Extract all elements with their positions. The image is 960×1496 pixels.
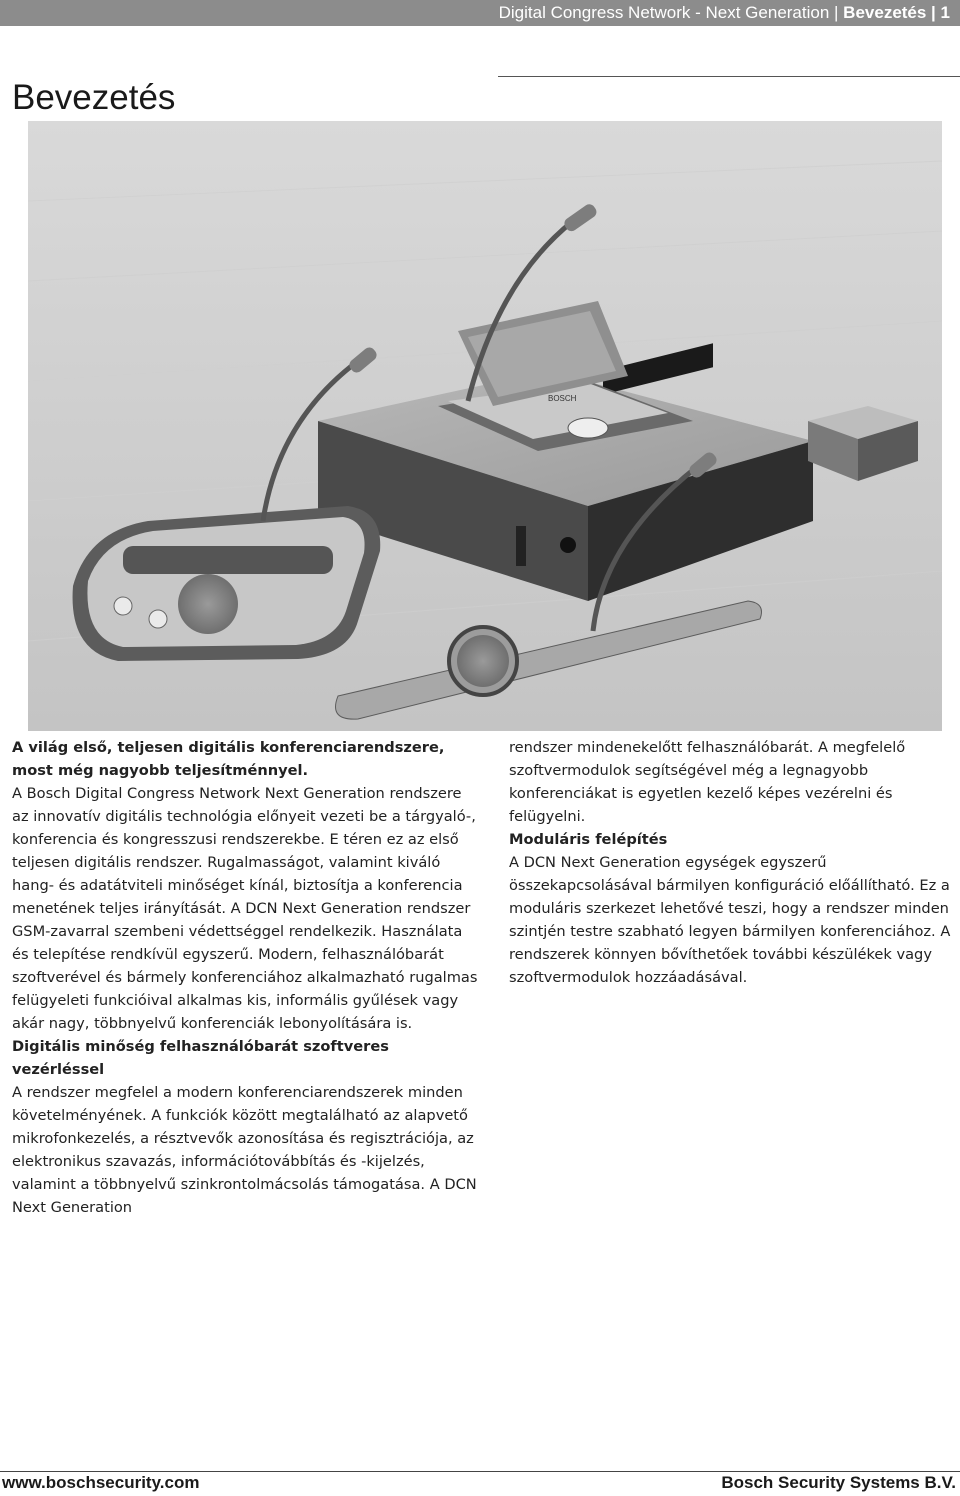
product-photo: [28, 121, 942, 731]
left-column: [12, 736, 482, 1219]
modular-heading: Moduláris felépítés: [509, 831, 668, 848]
right-column: [509, 736, 960, 989]
photo-brand-label: BOSCH: [548, 394, 577, 403]
modular-paragraph: A DCN Next Generation egységek egyszerű összekapcsolásával bármilyen konfiguráció előállítható. Ez a moduláris szerkezet lehetővé teszi, hogy a rendszer minden szintjén testre szabható legyen bármilyen konferenciához. A rendszerek könnyen bővíthetőek további készülékek vagy szoftvermodulok hozzáadásával.: [509, 854, 951, 986]
page-title: Bevezetés: [12, 78, 176, 117]
title-rule: [498, 76, 960, 77]
quality-paragraph: A rendszer megfelel a modern konferenciarendszerek minden követelményének. A funkciók között megtalálható az alapvető mikrofonkezelés, a résztvevők azonosítása és regisztrációja, az elektronikus szavazás, információtovábbítás és -kijelzés, valamint a többnyelvű szinkrontolmácsolás támogatása. A DCN Next Generation: [12, 1084, 477, 1216]
header-doc-title: Digital Congress Network - Next Generation |: [498, 3, 839, 22]
footer-website[interactable]: www.boschsecurity.com: [2, 1473, 200, 1492]
running-header: [0, 0, 960, 26]
continuation-paragraph: rendszer mindenekelőtt felhasználóbarát. A megfelelő szoftvermodulok segítségével még a legnagyobb konferenciákat is egyetlen kezelő képes vezérelni és felügyelni.: [509, 739, 906, 825]
quality-heading: Digitális minőség felhasználóbarát szoftveres vezérléssel: [12, 1038, 389, 1078]
header-section: Bevezetés | 1: [843, 3, 950, 22]
intro-paragraph: A Bosch Digital Congress Network Next Generation rendszere az innovatív digitális technológia előnyeit vezeti be a tárgyaló-, konferencia és kongresszusi rendszerekbe. E téren ez az első teljesen digitális rendszer. Rugalmasságot, valamint kiváló hang- és adatátviteli minőséget kínál, biztosítja a konferencia menetének teljes irányítását. A DCN Next Generation rendszer GSM-zavarral szembeni védettséggel rendelkezik. Használata és telepítése rendkívül egyszerű. Modern, felhasználóbarát szoftverével és bármely konferenciához alkalmazható rugalmas felügyeleti funkcióival alkalmas kis, informális gyűlések vagy akár nagy, többnyelvű konferenciák lebonyolítására is.: [12, 785, 478, 1032]
footer-company: Bosch Security Systems B.V.: [721, 1473, 956, 1492]
intro-heading: A világ első, teljesen digitális konferenciarendszere, most még nagyobb teljesítménnyel.: [12, 739, 445, 779]
